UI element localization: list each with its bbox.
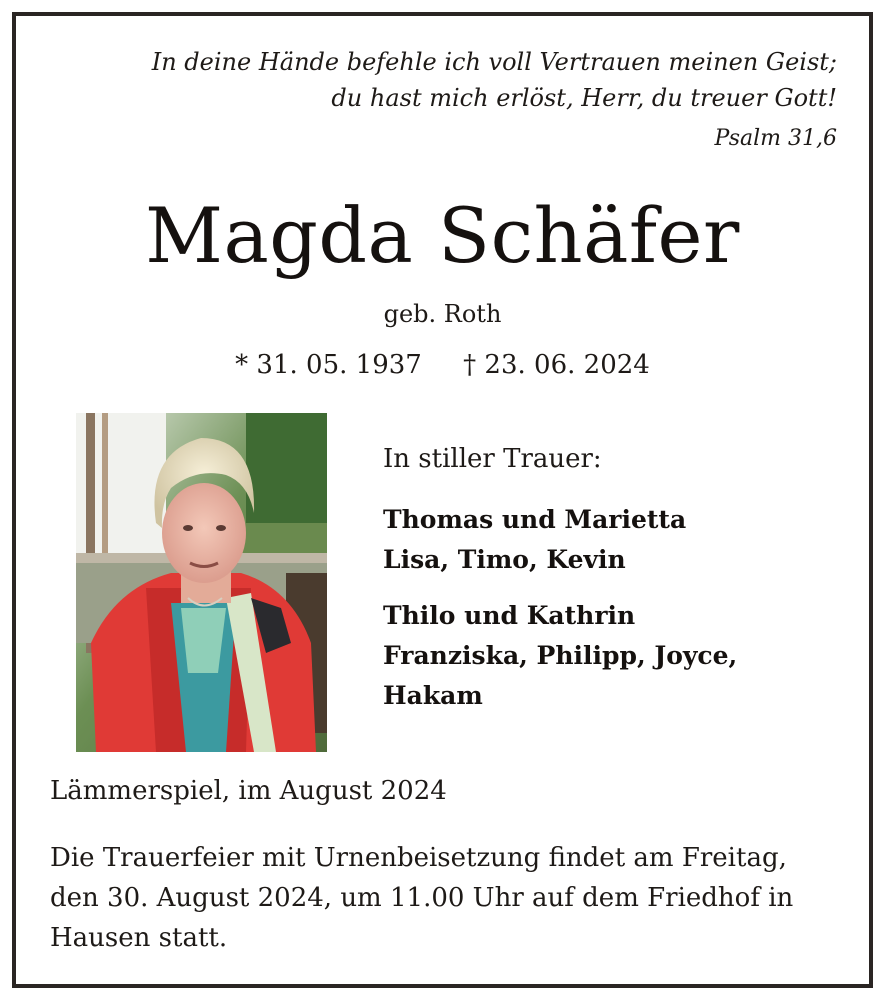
maiden-name: geb. Roth [383, 300, 502, 328]
service-line-1: Die Trauerfeier mit Urnenbeisetzung findet am Freitag, [50, 843, 787, 873]
deceased-name: Magda Schäfer [145, 191, 740, 280]
family-2-line-2: Franziska, Philipp, Joyce, [383, 641, 738, 670]
verse-source: Psalm 31,6 [714, 126, 837, 151]
mourners-list [383, 440, 843, 732]
verse-line-1: In deine Hände befehle ich voll Vertrauen meinen Geist; [151, 48, 837, 76]
death-date: † 23. 06. 2024 [463, 350, 650, 380]
birth-date: * 31. 05. 1937 [235, 350, 422, 380]
service-line-3: Hausen statt. [50, 923, 228, 953]
funeral-service-info [50, 838, 850, 958]
place-and-date: Lämmerspiel, im August 2024 [50, 776, 447, 806]
family-group-1 [383, 500, 843, 580]
family-1-line-2: Lisa, Timo, Kevin [383, 545, 626, 574]
verse-line-2: du hast mich erlöst, Herr, du treuer Gott! [331, 84, 837, 112]
life-dates [0, 350, 885, 380]
portrait-photo [76, 413, 327, 752]
family-group-2 [383, 596, 843, 716]
family-2-line-3: Hakam [383, 681, 483, 710]
mourning-intro: In stiller Trauer: [383, 444, 602, 474]
family-2-line-1: Thilo und Kathrin [383, 601, 636, 630]
service-line-2: den 30. August 2024, um 11.00 Uhr auf dem Friedhof in [50, 883, 794, 913]
family-1-line-1: Thomas und Marietta [383, 505, 687, 534]
bible-verse [57, 44, 837, 116]
